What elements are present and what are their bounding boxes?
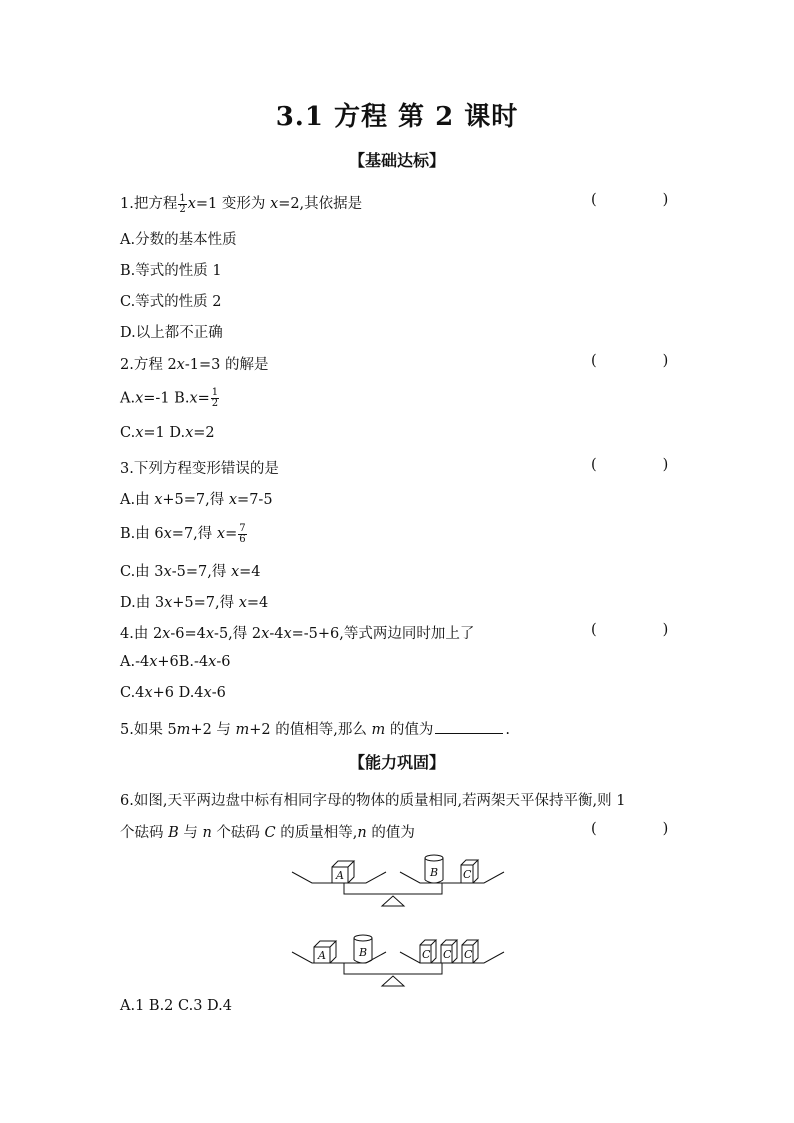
q1-option-d: D.以上都不正确 (120, 325, 223, 341)
question-6-line-2: 个砝码 B 与 n 个砝码 C 的质量相等,n 的值为 (120, 825, 415, 841)
question-1-stem: 1.把方程 $\frac{1}{2}$ x=1 变形为 x=2,其依据是 (120, 192, 363, 215)
q2-options-cd: C.x=1 D.x=2 (120, 425, 215, 441)
q3-option-a: A.由 x+5=7,得 x=7-5 (120, 492, 273, 508)
q1-option-c: C.等式的性质 2 (120, 294, 222, 310)
q3-option-b: B.由 6x=7,得 x= $\frac{7}{6}$ (120, 522, 246, 545)
answer-paren-q3: ( ) (591, 457, 669, 473)
q4-options-ab: A.-4x+6B.-4x-6 (120, 654, 231, 670)
answer-paren-q2: ( ) (591, 353, 669, 369)
label-a: A (318, 949, 326, 962)
fraction-one-half: $\frac{1}{2}$ (211, 387, 219, 409)
q2-options-ab: A.x=-1 B.x= $\frac{1}{2}$ (120, 387, 219, 409)
page-title: 3.1 方程 第 2 课时 (275, 102, 519, 132)
balance-top (292, 855, 504, 906)
question-5-stem: 5.如果 5m+2 与 m+2 的值相等,那么 m 的值为 . (120, 718, 510, 739)
section-basic-heading: 【基础达标】 (348, 151, 445, 170)
q6-options: A.1 B.2 C.3 D.4 (120, 998, 232, 1014)
label-c: C (463, 868, 472, 881)
section-ability-heading: 【能力巩固】 (348, 753, 445, 772)
label-b: B (430, 866, 439, 879)
q1-option-b: B.等式的性质 1 (120, 263, 222, 279)
question-3-stem: 3.下列方程变形错误的是 (120, 461, 279, 477)
label-b: B (359, 946, 368, 959)
answer-paren-q1: ( ) (591, 192, 669, 208)
question-4-stem: 4.由 2x-6=4x-5,得 2x-4x=-5+6,等式两边同时加上了 (120, 626, 475, 642)
label-c: C (443, 948, 452, 961)
fraction-seven-sixths: $\frac{7}{6}$ (239, 522, 246, 545)
balance-scales-figure (288, 848, 514, 990)
q3-option-d: D.由 3x+5=7,得 x=4 (120, 595, 269, 611)
answer-blank[interactable] (435, 719, 503, 734)
label-c: C (464, 948, 473, 961)
answer-paren-q4: ( ) (591, 622, 669, 638)
question-6-line-1: 6.如图,天平两边盘中标有相同字母的物体的质量相同,若两架天平保持平衡,则 1 (120, 793, 626, 809)
label-c: C (422, 948, 431, 961)
q1-option-a: A.分数的基本性质 (120, 232, 237, 248)
fraction-one-half: $\frac{1}{2}$ (179, 192, 186, 215)
answer-paren-q6: ( ) (591, 821, 669, 837)
question-2-stem: 2.方程 2x-1=3 的解是 (120, 357, 269, 373)
q4-options-cd: C.4x+6 D.4x-6 (120, 685, 226, 701)
q3-option-c: C.由 3x-5=7,得 x=4 (120, 564, 261, 580)
label-a: A (336, 869, 344, 882)
